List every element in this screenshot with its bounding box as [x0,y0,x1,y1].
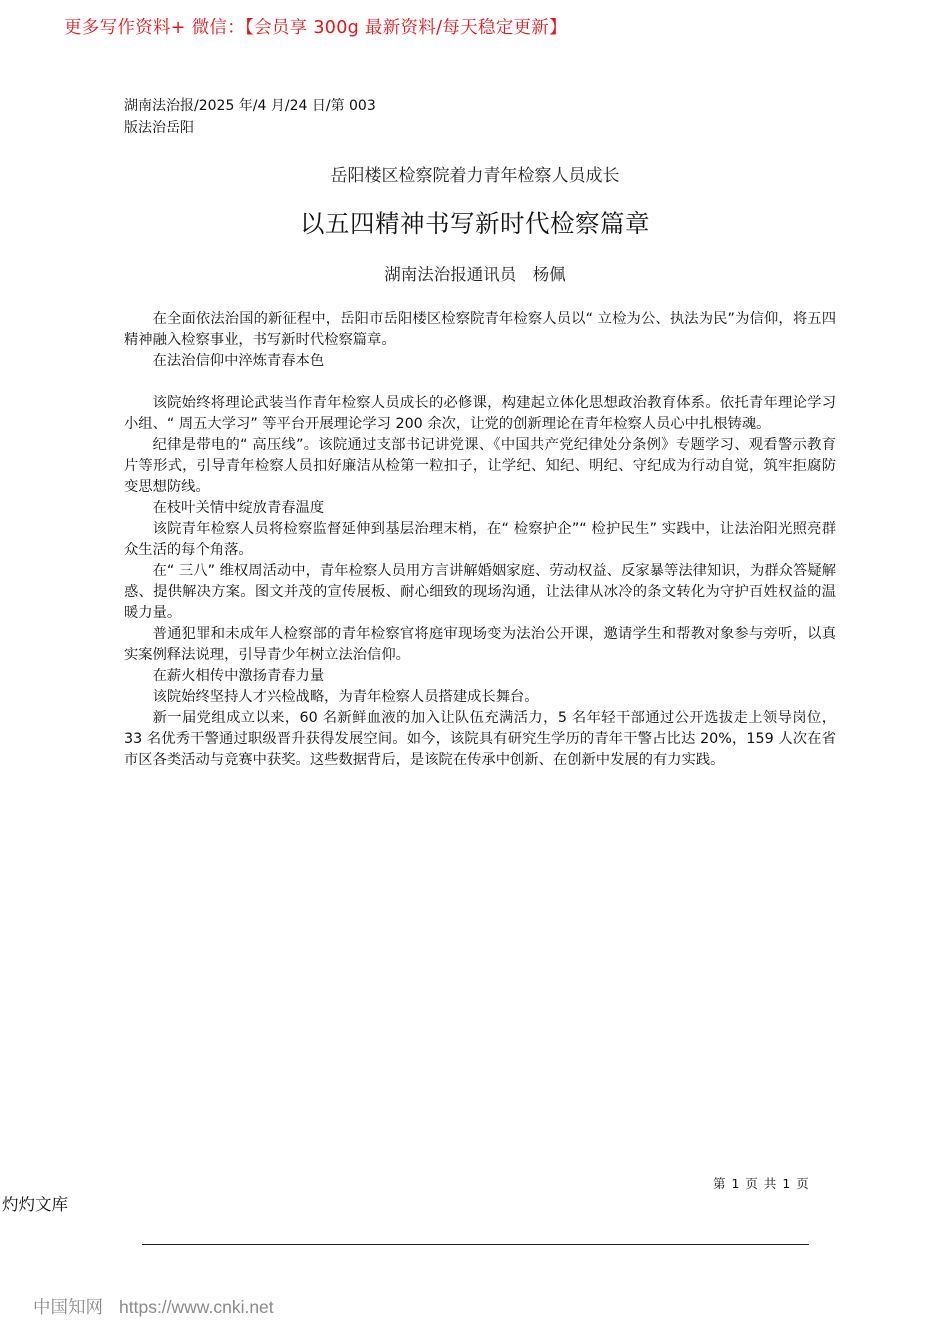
source-line-2: 版法治岳阳 [124,120,194,136]
footer-divider [142,1244,809,1245]
section-heading-3: 在薪火相传中激扬青春力量 [152,668,325,684]
section-heading-1: 在法治信仰中淬炼青春本色 [152,353,325,369]
library-watermark: 灼灼文库 [2,1195,68,1214]
paragraph: 新一届党组成立以来，60 名新鲜血液的加入让队伍充满活力，5 名年轻干部通过公开选拔走上领导岗位，33 名优秀干警通过职级晋升获得发展空间。如今，该院具有研究生学历的青年干警占比达 20%，159 人次在省市区各类活动与竞赛中获奖。这些数据背后，是该院在传承中创新、在创新中发展的有力实践。 [124,710,836,768]
cnki-watermark [33,1294,274,1319]
source-line-1: 湖南法治报/2025 年/4 月/24 日/第 003 [124,98,376,114]
paragraph: 纪律是带电的“ 高压线”。该院通过支部书记讲党课、《中国共产党纪律处分条例》专题学习、观看警示教育片等形式，引导青年检察人员扣好廉洁从检第一粒扣子，让学纪、知纪、明纪、守纪成为行动自觉，筑牢拒腐防变思想防线。 [124,437,836,495]
cnki-url: https://www.cnki.net [119,1297,274,1317]
paragraph: 在“ 三八” 维权周活动中，青年检察人员用方言讲解婚姻家庭、劳动权益、反家暴等法律知识，为群众答疑解惑、提供解决方案。图文并茂的宣传展板、耐心细致的现场沟通，让法律从冰冷的条文转化为守护百姓权益的温暖力量。 [124,563,836,621]
promo-banner: 更多写作资料+ 微信：【会员享 300g 最新资料/每天稳定更新】 [64,18,567,38]
paragraph-intro: 在全面依法治国的新征程中，岳阳市岳阳楼区检察院青年检察人员以“ 立检为公、执法为民”为信仰，将五四精神融入检察事业，书写新时代检察篇章。 [124,311,836,348]
article-title: 以五四精神书写新时代检察篇章 [300,209,650,238]
page-indicator: 第 1 页 共 1 页 [713,1176,810,1191]
article-body [124,309,836,771]
paragraph: 该院青年检察人员将检察监督延伸到基层治理末梢，在“ 检察护企”“ 检护民生” 实践中，让法治阳光照亮群众生活的每个角落。 [124,521,836,558]
article-byline: 湖南法治报通讯员 杨佩 [384,265,566,284]
paragraph: 普通犯罪和未成年人检察部的青年检察官将庭审现场变为法治公开课，邀请学生和帮教对象参与旁听，以真实案例释法说理，引导青少年树立法治信仰。 [124,626,836,663]
article-subtitle: 岳阳楼区检察院着力青年检察人员成长 [330,166,620,186]
paragraph: 该院始终将理论武装当作青年检察人员成长的必修课，构建起立体化思想政治教育体系。依托青年理论学习小组、“ 周五大学习” 等平台开展理论学习 200 余次，让党的创新理论在青年检察人员心中扎根铸魂。 [124,395,836,432]
source-citation [124,95,376,139]
cnki-name: 中国知网 [33,1298,103,1318]
section-heading-2: 在枝叶关情中绽放青春温度 [152,500,325,516]
paragraph: 该院始终坚持人才兴检战略，为青年检察人员搭建成长舞台。 [152,689,539,705]
